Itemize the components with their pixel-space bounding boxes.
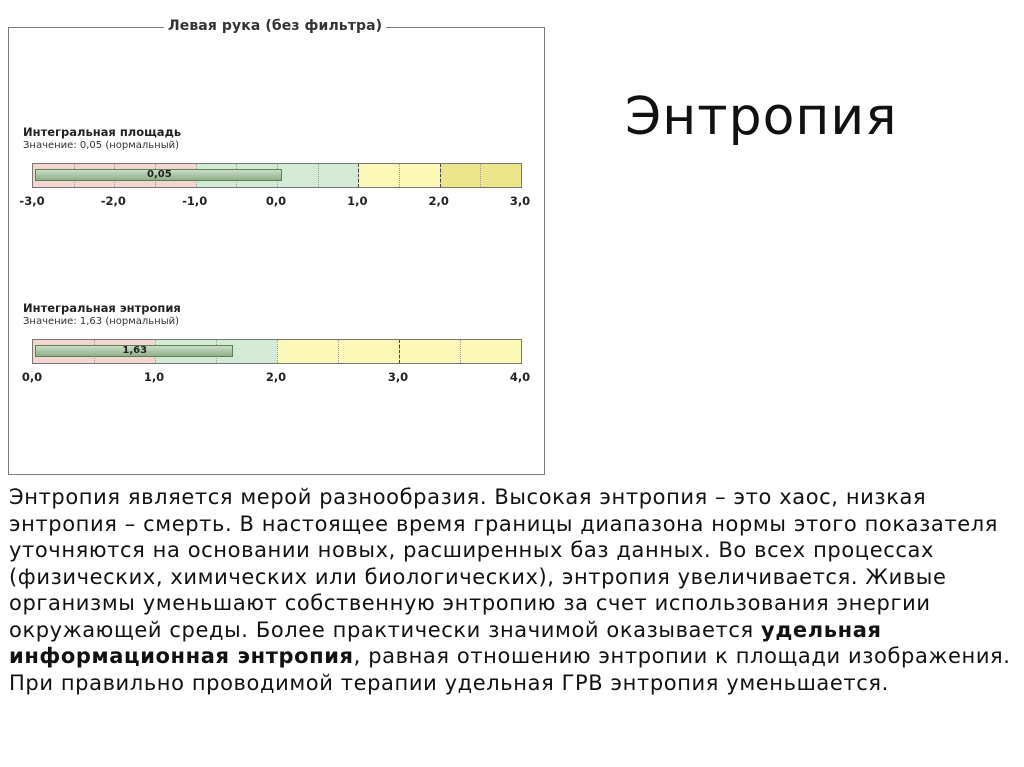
gauge-tick-label: 1,0 (143, 370, 165, 384)
gauge-tick-label: 0,0 (21, 370, 43, 384)
body-paragraph (9, 484, 1019, 696)
gauge-divider (440, 164, 441, 187)
gauge-minor-tick (318, 164, 319, 187)
gauge-tick-label: 1,0 (347, 194, 368, 208)
gauge-tick-label: 0,0 (265, 194, 287, 208)
chart-panel (8, 18, 545, 475)
gauge-tick-label: -2,0 (100, 194, 126, 208)
gauge-minor-tick (399, 164, 400, 187)
gauge-label: Интегральная площадь (23, 125, 182, 139)
gauge-axis (9, 194, 544, 210)
gauge-minor-tick (460, 340, 461, 363)
gauge-bar-label: 0,05 (147, 169, 172, 180)
gauge-value-text: Значение: 1,63 (нормальный) (23, 316, 180, 327)
gauge-bar-label: 1,63 (122, 345, 148, 356)
gauge-minor-tick (338, 340, 339, 363)
gauge-tick-label: -1,0 (182, 194, 208, 208)
gauge-track (32, 339, 522, 364)
gauge-tick-label: -3,0 (19, 194, 45, 208)
gauge-track (32, 163, 522, 188)
gauge-minor-tick (480, 164, 481, 187)
gauge-tick-label: 3,0 (509, 194, 531, 208)
gauge-tick-label: 3,0 (387, 370, 409, 384)
body-text-part1: Энтропия является мерой разнообразия. Высокая энтропия – это хаос, низкая энтропия – смерть. В настоящее время границы диапазона нормы этого показателя уточняются на основании новых, расширенных баз данных. Во всех процессах (физических, химических или биологических), энтропия увеличивается. Живые организмы уменьшают собственную энтропию за счет использования энергии окружающей среды. Более практически значимой оказывается (9, 485, 998, 642)
gauge-divider (358, 164, 359, 187)
gauge-minor-tick (277, 340, 278, 363)
gauge-label: Интегральная энтропия (23, 301, 181, 315)
gauge-value-text: Значение: 0,05 (нормальный) (23, 140, 180, 151)
panel-title: Левая рука (без фильтра) (164, 18, 386, 34)
gauge-tick-label: 2,0 (265, 370, 287, 384)
gauge-tick-label: 4,0 (509, 370, 531, 384)
body-text-bold: удельная информационная энтропия (9, 617, 882, 668)
gauge-axis (9, 370, 544, 386)
gauge-tick-label: 2,0 (428, 194, 449, 208)
gauge-divider (399, 340, 400, 363)
body-text-part2: , равная отношению энтропии к площади изображения. При правильно проводимой терапии удельная ГРВ энтропия уменьшается. (9, 644, 1011, 695)
slide-title: Энтропия (625, 87, 898, 147)
